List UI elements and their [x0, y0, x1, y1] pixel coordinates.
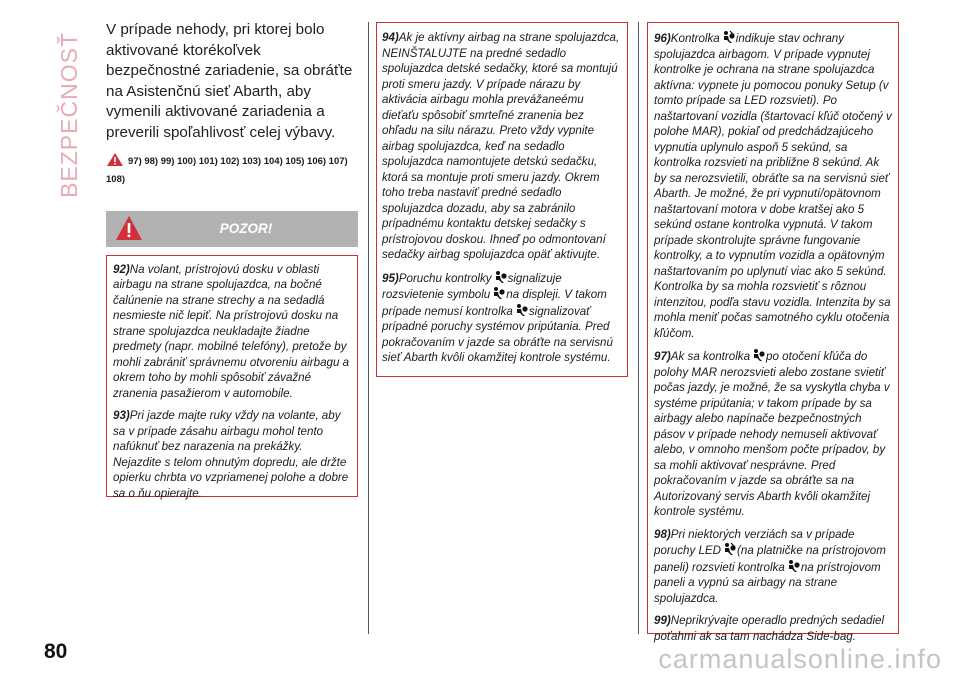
warning-item	[382, 270, 622, 366]
warning-title: POZOR!	[219, 220, 273, 236]
page-number: 80	[44, 640, 68, 663]
intro-paragraph: V prípade nehody, pri ktorej bolo aktivované ktorékoľvek bezpečnostné zariadenie, sa obráťte na Asistenčnú sieť Abarth, aby vymenili aktivované zariadenia a preverili spoľahlivosť celej výbavy.	[106, 21, 353, 141]
item-number: 97)	[654, 350, 671, 363]
warning-references	[106, 152, 358, 187]
item-text: (na platničke na prístrojovom paneli) rozsvieti kontrolka	[654, 544, 886, 574]
column-divider	[638, 22, 639, 634]
column-left	[106, 20, 358, 500]
warning-item	[654, 527, 892, 607]
warning-header	[106, 211, 358, 247]
item-number: 99)	[654, 614, 671, 627]
reference-numbers: 97) 98) 99) 100) 101) 102) 103) 104) 105) 106) 107) 108)	[106, 155, 348, 185]
item-number: 93)	[113, 409, 130, 423]
airbag-warning-icon	[493, 270, 507, 284]
item-text: Pri niektorých verziách sa v prípade poruchy LED	[654, 527, 855, 557]
item-text: na prístrojovom paneli a vypnú sa airbagy na strane spolujazdca.	[654, 560, 881, 605]
column-middle	[376, 22, 628, 634]
warning-item	[113, 408, 351, 501]
item-text: Pri jazde majte ruky vždy na volante, aby sa v prípade zásahu airbagu mohol tento nafúknuť bez narazenia na prekážky. Nejazdite s telom ohnutým dopredu, ale držte opierku chrbta vo vzpriamenej polohe a dobre sa o ňu opierajte.	[113, 409, 349, 500]
item-number: 98)	[654, 527, 671, 541]
item-number: 96)	[654, 32, 671, 45]
item-number: 94)	[382, 31, 399, 44]
warning-item	[382, 30, 622, 263]
airbag-warning-icon	[751, 348, 765, 362]
item-text: po otočení kľúča do polohy MAR nerozsvieti alebo zostane svietiť počas jazdy, je možné, že sa vyskytla chyba v systéme pripútania; v takom prípade by sa airbagy alebo napínače bezpečnostných pásov v prípade nehody nemuseli aktivovať alebo, v omnoho menšom počte prípadov, by sa mohli aktivovať nesprávne. Pred pokračovaním v jazde sa obráťte sa na Autorizovaný servis Abarth kvôli okamžitej kontrole systému.	[654, 350, 890, 518]
item-number: 95)	[382, 271, 399, 285]
airbag-off-icon	[721, 30, 735, 44]
item-text: Ak je aktívny airbag na strane spolujazdca, NEINŠTALUJTE na predné sedadlo spolujazdca detské sedačky, ktoré sa montujú proti smeru jazdy. V prípade nárazu by aktivácia airbagu mohla prevážaneému dieťaťu spôsobiť smrteľné zranenia bez ohľadu na silu nárazu. Preto vždy vypnite airbag spolujazdca, keď na sedadlo spolujazdca namontujete detskú sedačku, ktorá sa montuje proti smeru jazdy. Okrem toho treba nastaviť predné sedadlo spolujazdca dozadu, aby sa zabránilo prípadnému kontaktu detskej sedačky s prístrojovou doskou. Ihneď po odmontovaní sedačky airbag spolujazdca opäť aktivujte.	[382, 31, 620, 261]
item-text: indikuje stav ochrany spolujazdca airbagom. V prípade vypnutej kontrolke je ochrana na strane spolujazdca aktívna: vypnete ju pomocou ponuky Setup (v tomto prípade sa LED rozsvieti). Po naštartovaní vozidla (štartovací kľúč otočený v polohe MAR), pokiaľ od predchádzajúceho vypnutia uplynulo aspoň 5 sekúnd, sa kontrolka rozsvieti na približne 8 sekúnd. Ak by sa nerozsvietili, obráťte sa na servisnú sieť Abarth. Je možné, že pri vypnutí/opätovnom naštartovaní motora v dobe kratšej ako 5 sekúnd ostane kontrolka vypnutá. V takom prípade skontrolujte správne fungovanie kontrolky, a to vypnutím vozidla a opätovným naštartovaním po uplynutí viac ako 5 sekúnd. Kontrolka by sa mohla rozsvietiť s rôznou intenzitou, podľa stavu vozidla. Intenzita by sa mohla meniť počas samotného cyklu otočenia kľúčom.	[654, 32, 892, 340]
watermark: carmanualsonline.info	[658, 644, 942, 674]
airbag-warning-icon	[786, 559, 800, 573]
column-right	[647, 22, 899, 643]
warning-item	[113, 262, 351, 402]
item-text: Kontrolka	[670, 32, 720, 45]
warning-box	[106, 255, 358, 500]
item-number: 92)	[113, 262, 130, 276]
item-text: signalizuje rozsvietenie symbolu	[382, 271, 562, 301]
warning-triangle-icon	[106, 152, 124, 172]
item-text: Ak sa kontrolka	[670, 350, 751, 363]
item-text: Neprikrývajte operadlo predných sedadiel poťahmi ak sa tam nachádza Side-bag.	[654, 614, 885, 643]
item-text: Poruchu kontrolky	[398, 271, 492, 285]
item-text: Na volant, prístrojovú dosku v oblasti airbagu na strane spolujazdca, na bočné čalúnenie na strane strechy a na sedadlá nesmieste nič lepiť. Na prístrojovú dosku na strane spolujazdca neukladajte žiadne predmety (napr. mobilné telefóny), pretože by mohli zabrániť správnemu otvoreniu airbagu a okrem toho by mohli spôsobiť závažné zranenia pasažierom v automobile.	[113, 262, 350, 400]
item-text: na displeji. V takom prípade nemusí kontrolka	[382, 288, 607, 318]
airbag-warning-icon	[491, 286, 505, 300]
item-text: signalizovať prípadné poruchy systémov pripútania. Pred pokračovaním v jazde sa obráťte na servisnú sieť Abarth kvôli okamžitej kontrole systému.	[382, 304, 613, 364]
warning-item	[654, 348, 892, 520]
warning-item	[654, 30, 892, 341]
column-divider	[368, 22, 369, 634]
section-title-vertical: BEZPEČNOSŤ	[56, 32, 82, 198]
warning-item	[654, 613, 892, 644]
airbag-warning-icon	[514, 303, 528, 317]
airbag-off-icon	[722, 542, 736, 556]
